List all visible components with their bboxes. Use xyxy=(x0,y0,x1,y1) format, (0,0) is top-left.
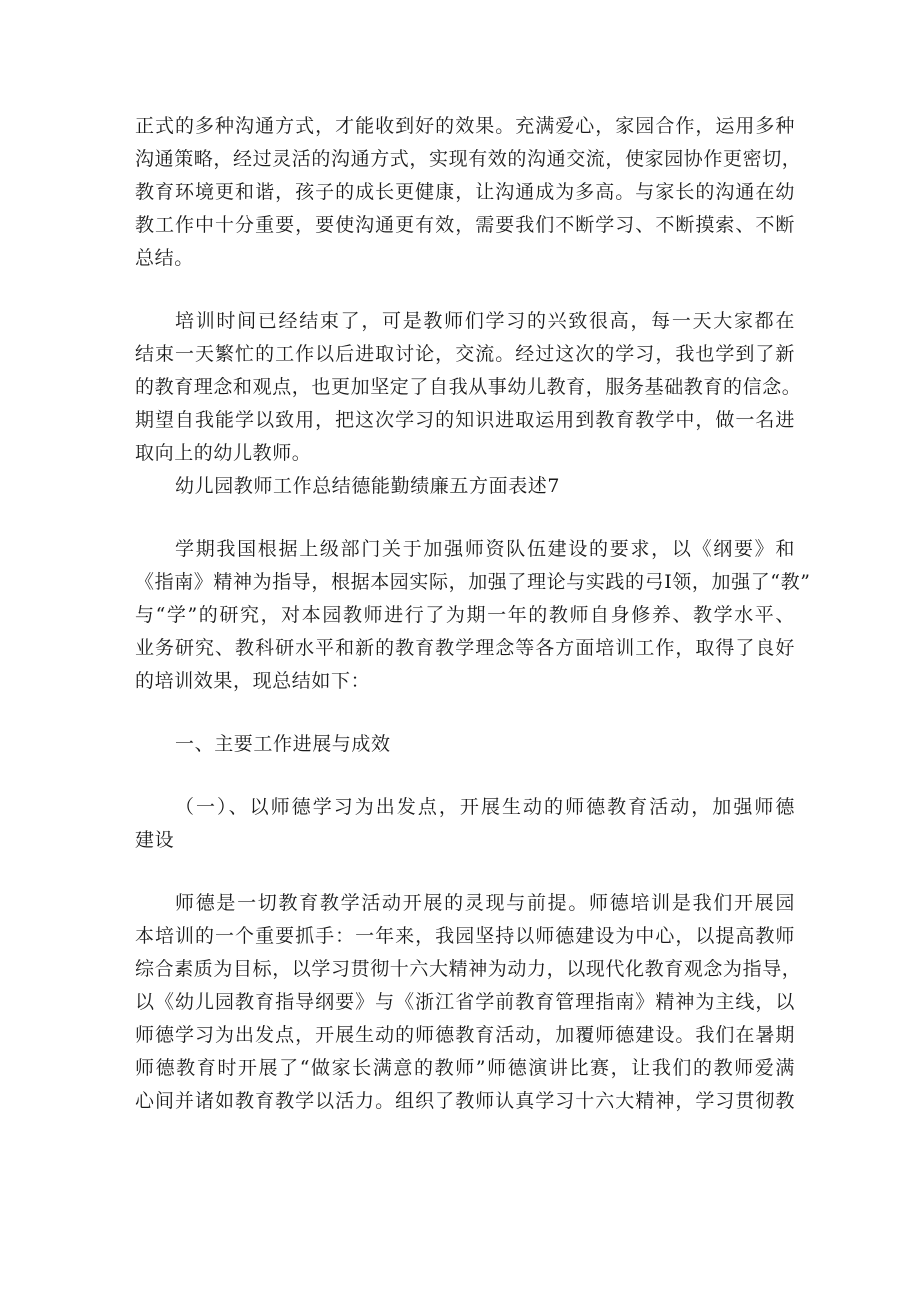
text-line: 总结。 xyxy=(135,247,194,269)
paragraph-gap xyxy=(135,275,795,305)
text-line: 正式的多种沟通方式，才能收到好的效果。充满爱心，家园合作，运用多种 xyxy=(135,115,795,137)
subsection-title xyxy=(135,791,795,857)
text-line: 取向上的幼儿教师。 xyxy=(135,442,312,464)
text-line: 的教育理念和观点，也更加坚定了自我从事幼儿教育，服务基础教育的信念。 xyxy=(135,376,802,398)
section-heading xyxy=(135,470,795,503)
paragraph-gap xyxy=(135,503,795,533)
text-line: （一）、以师德学习为出发点，开展生动的师德教育活动，加强师德 xyxy=(175,796,795,818)
paragraph-training-end xyxy=(135,305,802,470)
paragraph-gap xyxy=(135,857,795,887)
text-line: 以《幼儿园教育指导纲要》与《浙江省学前教育管理指南》精神为主线，以 xyxy=(135,991,795,1013)
text-line: 培训时间已经结束了，可是教师们学习的兴致很高，每一天大家都在 xyxy=(175,310,795,332)
document-page xyxy=(135,110,811,1118)
text-line: 综合素质为目标，以学习贯彻十六大精神为动力，以现代化教育观念为指导， xyxy=(135,958,802,980)
text-line: 师德学习为出发点，开展生动的师德教育活动，加覆师德建设。我们在暑期 xyxy=(135,1024,795,1046)
text-line: 学期我国根据上级部门关于加强师资队伍建设的要求，以《纲要》和 xyxy=(175,538,795,560)
text-line: 业务研究、教科研水平和新的教育教学理念等各方面培训工作，取得了良好 xyxy=(135,637,795,659)
text-line: 与“学”的研究，对本园教师进行了为期一年的教师自身修养、教学水平、 xyxy=(135,604,795,626)
text-line: 师德教育时开展了“做家长满意的教师”师德演讲比赛，让我们的教师爱满 xyxy=(135,1057,795,1079)
text-line: 建设 xyxy=(135,829,175,851)
text-line: 结束一天繁忙的工作以后进取讨论，交流。经过这次的学习，我也学到了新 xyxy=(135,343,795,365)
text-line: 教育环境更和谐，孩子的成长更健康，让沟通成为多高。与家长的沟通在幼 xyxy=(135,181,795,203)
paragraph-gap xyxy=(135,698,795,728)
text-line: 心间并诸如教育教学以活力。组织了教师认真学习十六大精神，学习贯彻教 xyxy=(135,1090,795,1112)
text-line: 师德是一切教育教学活动开展的灵现与前提。师德培训是我们开展园 xyxy=(175,892,795,914)
section-title: 一、主要工作进展与成效 xyxy=(175,733,391,755)
paragraph-intro xyxy=(135,533,811,698)
paragraph-gap xyxy=(135,761,795,791)
paragraph-communication xyxy=(135,110,802,275)
section-title-progress xyxy=(135,728,795,761)
heading-title: 幼儿园教师工作总结德能勤绩廉五方面表述7 xyxy=(175,475,561,497)
text-line: 的培训效果，现总结如下： xyxy=(135,670,371,692)
text-line: 教工作中十分重要，要使沟通更有效，需要我们不断学习、不断摸索、不断 xyxy=(135,214,795,236)
text-line: 期望自我能学以致用，把这次学习的知识进取运用到教育教学中，做一名进 xyxy=(135,409,795,431)
text-line: 沟通策略，经过灵活的沟通方式，实现有效的沟通交流，使家园协作更密切， xyxy=(135,148,802,170)
text-line: 本培训的一个重要抓手：一年来，我园坚持以师德建设为中心，以提高教师 xyxy=(135,925,795,947)
text-line: 《指南》精神为指导，根据本园实际，加强了理论与实践的弓I领，加强了“教” xyxy=(135,571,811,593)
paragraph-ethics xyxy=(135,887,802,1118)
